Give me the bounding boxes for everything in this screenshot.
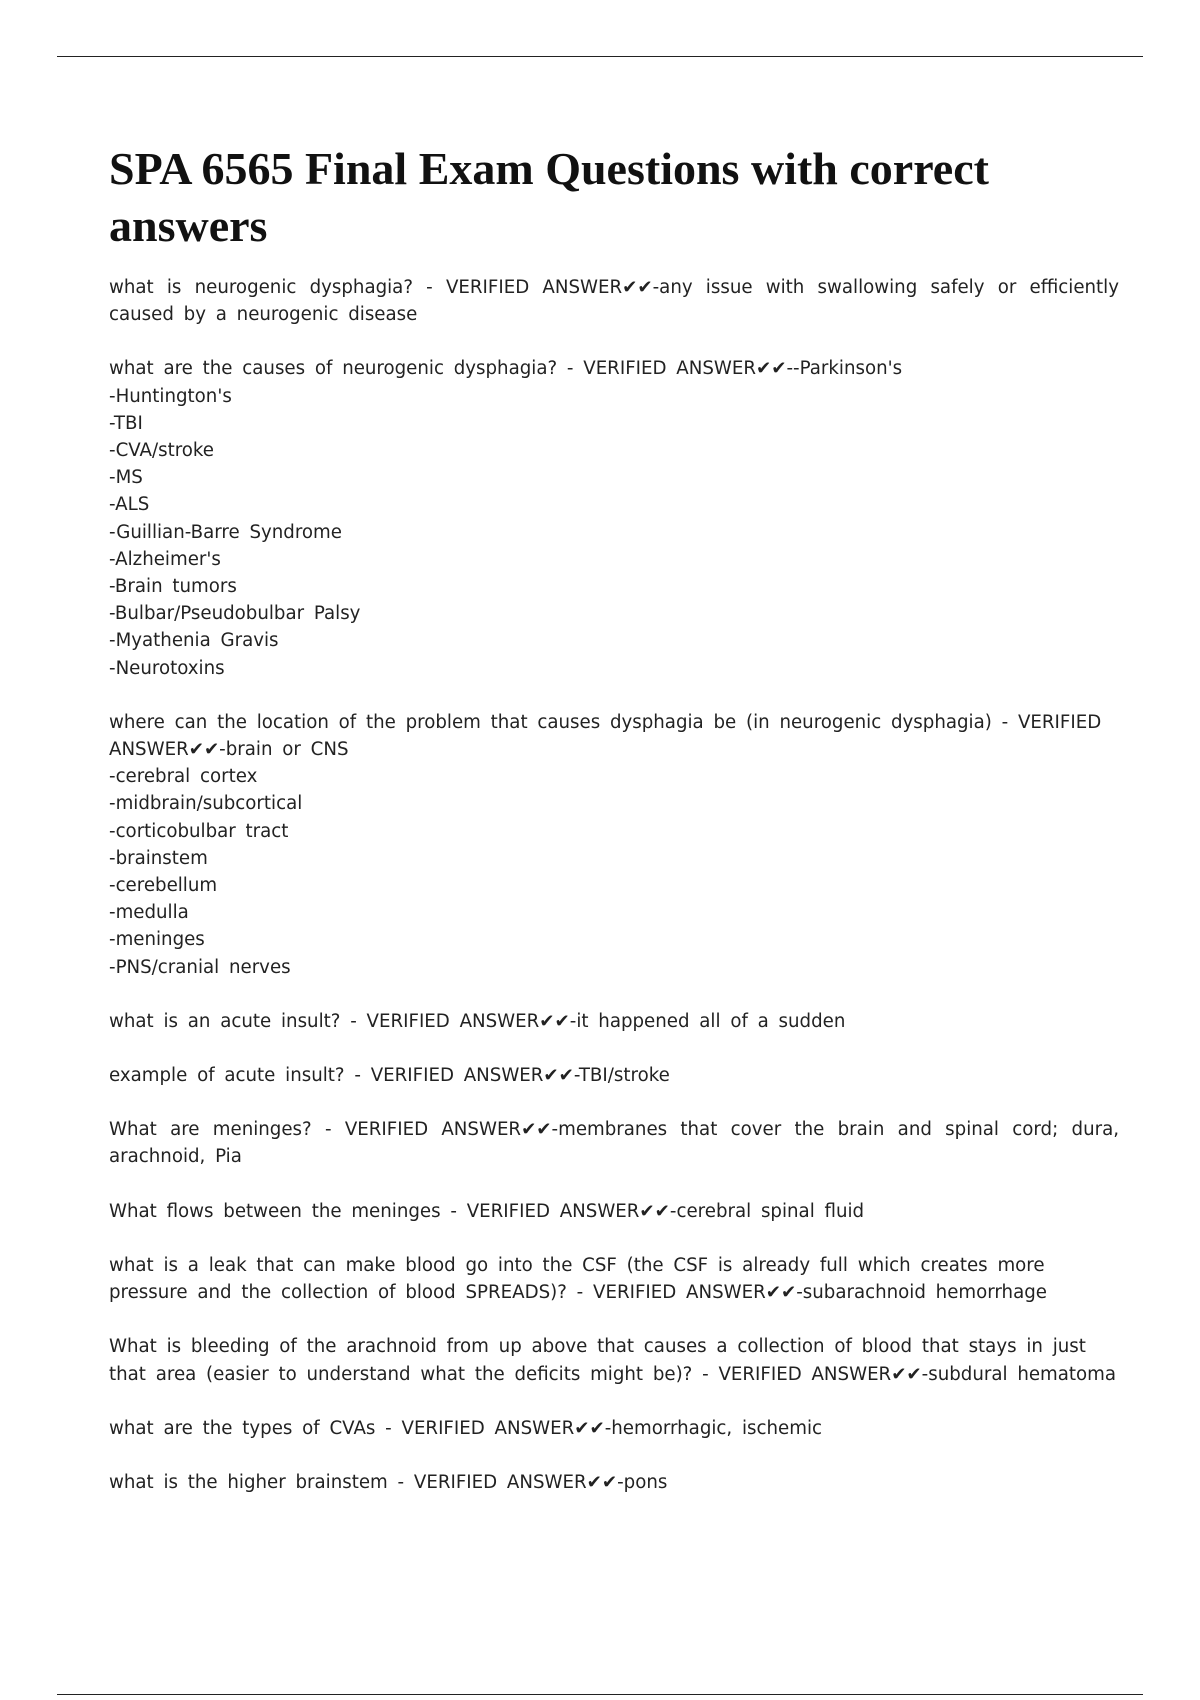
question-text: example of acute insult? - VERIFIED ANSWER✔✔- xyxy=(109,1065,579,1087)
qa-entry xyxy=(109,1333,1119,1387)
answer-text: subarachnoid hemorrhage xyxy=(802,1282,1047,1304)
answer-text: pons xyxy=(623,1471,668,1493)
answer-text: it happened all of a sudden xyxy=(576,1010,846,1032)
answer-text: subdural hematoma xyxy=(928,1363,1117,1385)
footer-rule xyxy=(57,1694,1143,1695)
qa-entry xyxy=(109,1252,1119,1306)
question-text: What is bleeding of the arachnoid from up above that causes a collection of blood that stays in just that area (easier to understand what the deficits might be)? - VERIFIED ANSWER✔✔- xyxy=(109,1336,1086,1385)
answer-text: hemorrhagic, ischemic xyxy=(611,1417,823,1439)
qa-entry xyxy=(109,1198,1119,1225)
document-title: SPA 6565 Final Exam Questions with correct answers xyxy=(109,143,989,251)
question-text: What are meninges? - VERIFIED ANSWER✔✔- xyxy=(109,1119,559,1141)
header-rule xyxy=(57,56,1143,57)
answer-text: brain or CNS -cerebral cortex -midbrain/subcortical -corticobulbar tract -brainstem -cerebellum -medulla -meninges -PNS/cranial nerves xyxy=(109,739,349,978)
answer-text: cerebral spinal fluid xyxy=(676,1200,865,1222)
qa-entry xyxy=(109,1469,1119,1496)
question-text: What flows between the meninges - VERIFIED ANSWER✔✔- xyxy=(109,1200,677,1222)
question-text: where can the location of the problem that causes dysphagia be (in neurogenic dysphagia) - VERIFIED ANSWER✔✔- xyxy=(109,711,1102,761)
document-body xyxy=(109,140,1119,1523)
qa-entry xyxy=(109,1415,1119,1442)
answer-text: any issue with swallowing safely or efficiently caused by a neurogenic disease xyxy=(109,277,1119,326)
qa-entry xyxy=(109,1008,1119,1035)
qa-entry xyxy=(109,274,1119,328)
qa-entry xyxy=(109,709,1119,981)
answer-text: -Parkinson's -Huntington's -TBI -CVA/stroke -MS -ALS -Guillian-Barre Syndrome -Alzheimer's -Brain tumors -Bulbar/Pseudobulbar Palsy -Myathenia Gravis -Neurotoxins xyxy=(109,358,903,679)
answer-text: membranes that cover the brain and spinal cord; dura, arachnoid, Pia xyxy=(109,1119,1119,1168)
question-text: what are the causes of neurogenic dysphagia? - VERIFIED ANSWER✔✔- xyxy=(109,358,794,380)
question-text: what is a leak that can make blood go into the CSF (the CSF is already full which creates more pressure and the collection of blood SPREADS)? - VERIFIED ANSWER✔✔- xyxy=(109,1254,1045,1304)
question-text: what are the types of CVAs - VERIFIED ANSWER✔✔- xyxy=(109,1417,612,1439)
qa-entry xyxy=(109,1062,1119,1089)
question-text: what is the higher brainstem - VERIFIED ANSWER✔✔- xyxy=(109,1471,624,1493)
answer-text: TBI/stroke xyxy=(578,1065,670,1087)
question-text: what is an acute insult? - VERIFIED ANSWER✔✔- xyxy=(109,1010,577,1032)
qa-entry xyxy=(109,355,1119,681)
question-text: what is neurogenic dysphagia? - VERIFIED ANSWER✔✔- xyxy=(109,277,660,298)
qa-entry xyxy=(109,1116,1119,1170)
